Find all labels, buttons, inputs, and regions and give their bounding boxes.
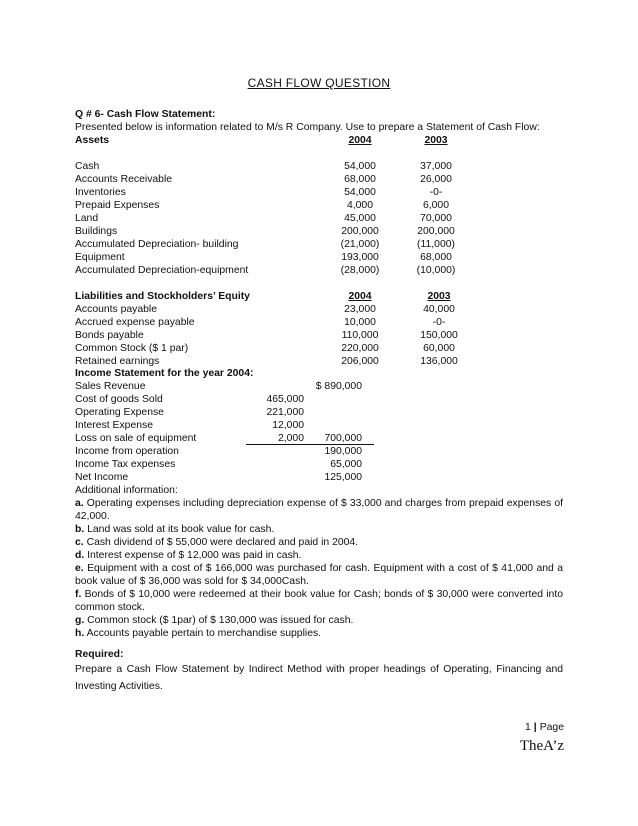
expense-label: Interest Expense	[75, 420, 153, 431]
liability-2004: 23,000	[344, 304, 376, 315]
liability-2003: 136,000	[420, 356, 458, 367]
asset-label: Prepaid Expenses	[75, 200, 160, 211]
asset-2004: 68,000	[344, 174, 376, 185]
note-item	[75, 497, 563, 523]
expense-label: Cost of goods Sold	[75, 394, 163, 405]
result-label: Income Tax expenses	[75, 459, 176, 470]
note-text: Operating expenses including depreciation expense of $ 33,000 and charges from prepaid expenses of 42,000.	[75, 498, 564, 522]
liability-label: Retained earnings	[75, 356, 160, 367]
asset-2003: 37,000	[420, 161, 452, 172]
page-number	[525, 722, 564, 733]
expense-label: Operating Expense	[75, 407, 164, 418]
note-letter: d.	[75, 550, 85, 561]
required-heading: Required:	[75, 649, 124, 660]
asset-label: Accumulated Depreciation- building	[75, 239, 239, 250]
note-letter: c.	[75, 537, 84, 548]
result-value: 190,000	[324, 446, 362, 457]
note-text: Common stock ($ 1par) of $ 130,000 was issued for cash.	[87, 615, 354, 626]
liability-2003: 150,000	[420, 330, 458, 341]
note-item	[75, 614, 563, 627]
additional-heading: Additional information:	[75, 485, 178, 496]
result-label: Net Income	[75, 472, 129, 483]
total-expenses-value: 700,000	[324, 433, 362, 444]
asset-2004: 54,000	[344, 161, 376, 172]
page-separator: |	[533, 722, 537, 733]
asset-2004: (28,000)	[340, 265, 380, 276]
liability-label: Accrued expense payable	[75, 317, 195, 328]
sales-label: Sales Revenue	[75, 381, 146, 392]
result-label: Income from operation	[75, 446, 179, 457]
note-letter: g.	[75, 615, 85, 626]
page-word: Page	[539, 722, 564, 733]
liability-2003: -0-	[432, 317, 446, 328]
liabilities-year-2004: 2004	[348, 291, 372, 302]
asset-2004: 193,000	[341, 252, 379, 263]
assets-year-2003: 2003	[424, 135, 448, 146]
page-number-value: 1	[525, 722, 531, 733]
note-item	[75, 627, 563, 640]
asset-2004: 4,000	[346, 200, 373, 211]
asset-label: Cash	[75, 161, 100, 172]
footer-brand: TheA’z	[519, 738, 564, 754]
note-text: Accounts payable pertain to merchandise supplies.	[86, 628, 322, 639]
note-letter: h.	[75, 628, 85, 639]
note-item	[75, 562, 563, 588]
liability-2004: 220,000	[341, 343, 379, 354]
note-text: Equipment with a cost of $ 166,000 was purchased for cash. Equipment with a cost of $ 41,000 and a book value of $ 36,000 was sold for $ 34,000Cash.	[75, 563, 563, 587]
asset-label: Inventories	[75, 187, 126, 198]
asset-label: Equipment	[75, 252, 125, 263]
page-title: CASH FLOW QUESTION	[247, 76, 391, 90]
liability-label: Accounts payable	[75, 304, 158, 315]
liability-2004: 10,000	[344, 317, 376, 328]
required-text: Prepare a Cash Flow Statement by Indirect Method with proper headings of Operating, Financing and Investing Activities.	[75, 664, 563, 692]
intro-text: Presented below is information related to M/s R Company. Use to prepare a Statement of Cash Flow:	[75, 122, 540, 133]
note-item	[75, 588, 563, 614]
asset-2003: 6,000	[422, 200, 449, 211]
asset-2004: 45,000	[344, 213, 376, 224]
liabilities-heading: Liabilities and Stockholders’ Equity	[75, 291, 250, 302]
assets-year-2004: 2004	[348, 135, 372, 146]
liabilities-year-2003: 2003	[427, 291, 451, 302]
liability-2004: 206,000	[341, 356, 379, 367]
note-item	[75, 549, 563, 562]
liability-2004: 110,000	[341, 330, 379, 341]
expense-value: 465,000	[266, 394, 304, 405]
note-text: Land was sold at its book value for cash.	[87, 524, 275, 535]
asset-2003: 200,000	[417, 226, 455, 237]
assets-heading: Assets	[75, 135, 110, 146]
note-letter: f.	[75, 589, 82, 600]
note-letter: a.	[75, 498, 84, 509]
asset-2004: 200,000	[341, 226, 379, 237]
asset-2004: (21,000)	[340, 239, 380, 250]
result-value: 65,000	[330, 459, 362, 470]
note-text: Cash dividend of $ 55,000 were declared and paid in 2004.	[86, 537, 359, 548]
expense-value: 221,000	[266, 407, 304, 418]
liability-2003: 40,000	[423, 304, 455, 315]
liability-label: Common Stock ($ 1 par)	[75, 343, 189, 354]
asset-2003: (10,000)	[416, 265, 456, 276]
asset-2003: 68,000	[420, 252, 452, 263]
expense-value: 12,000	[272, 420, 304, 431]
income-heading: Income Statement for the year 2004:	[75, 368, 254, 379]
note-letter: e.	[75, 563, 84, 574]
note-item	[75, 523, 563, 536]
asset-label: Accounts Receivable	[75, 174, 173, 185]
asset-2003: -0-	[429, 187, 443, 198]
note-text: Interest expense of $ 12,000 was paid in cash.	[87, 550, 302, 561]
asset-2003: 26,000	[420, 174, 452, 185]
asset-2003: 70,000	[420, 213, 452, 224]
asset-2003: (11,000)	[417, 239, 455, 250]
note-letter: b.	[75, 524, 85, 535]
note-text: Bonds of $ 10,000 were redeemed at their book value for Cash; bonds of $ 30,000 were converted into common stock.	[75, 589, 563, 613]
asset-label: Land	[75, 213, 99, 224]
asset-2004: 54,000	[344, 187, 376, 198]
question-heading: Q # 6- Cash Flow Statement:	[75, 109, 216, 120]
asset-label: Buildings	[75, 226, 118, 237]
liability-label: Bonds payable	[75, 330, 144, 341]
expense-label: Loss on sale of equipment	[75, 433, 197, 444]
result-value: 125,000	[324, 472, 362, 483]
sales-value: $ 890,000	[315, 381, 362, 392]
asset-label: Accumulated Depreciation-equipment	[75, 265, 249, 276]
liability-2003: 60,000	[423, 343, 455, 354]
expense-value: 2,000	[277, 433, 304, 444]
note-item	[75, 536, 563, 549]
